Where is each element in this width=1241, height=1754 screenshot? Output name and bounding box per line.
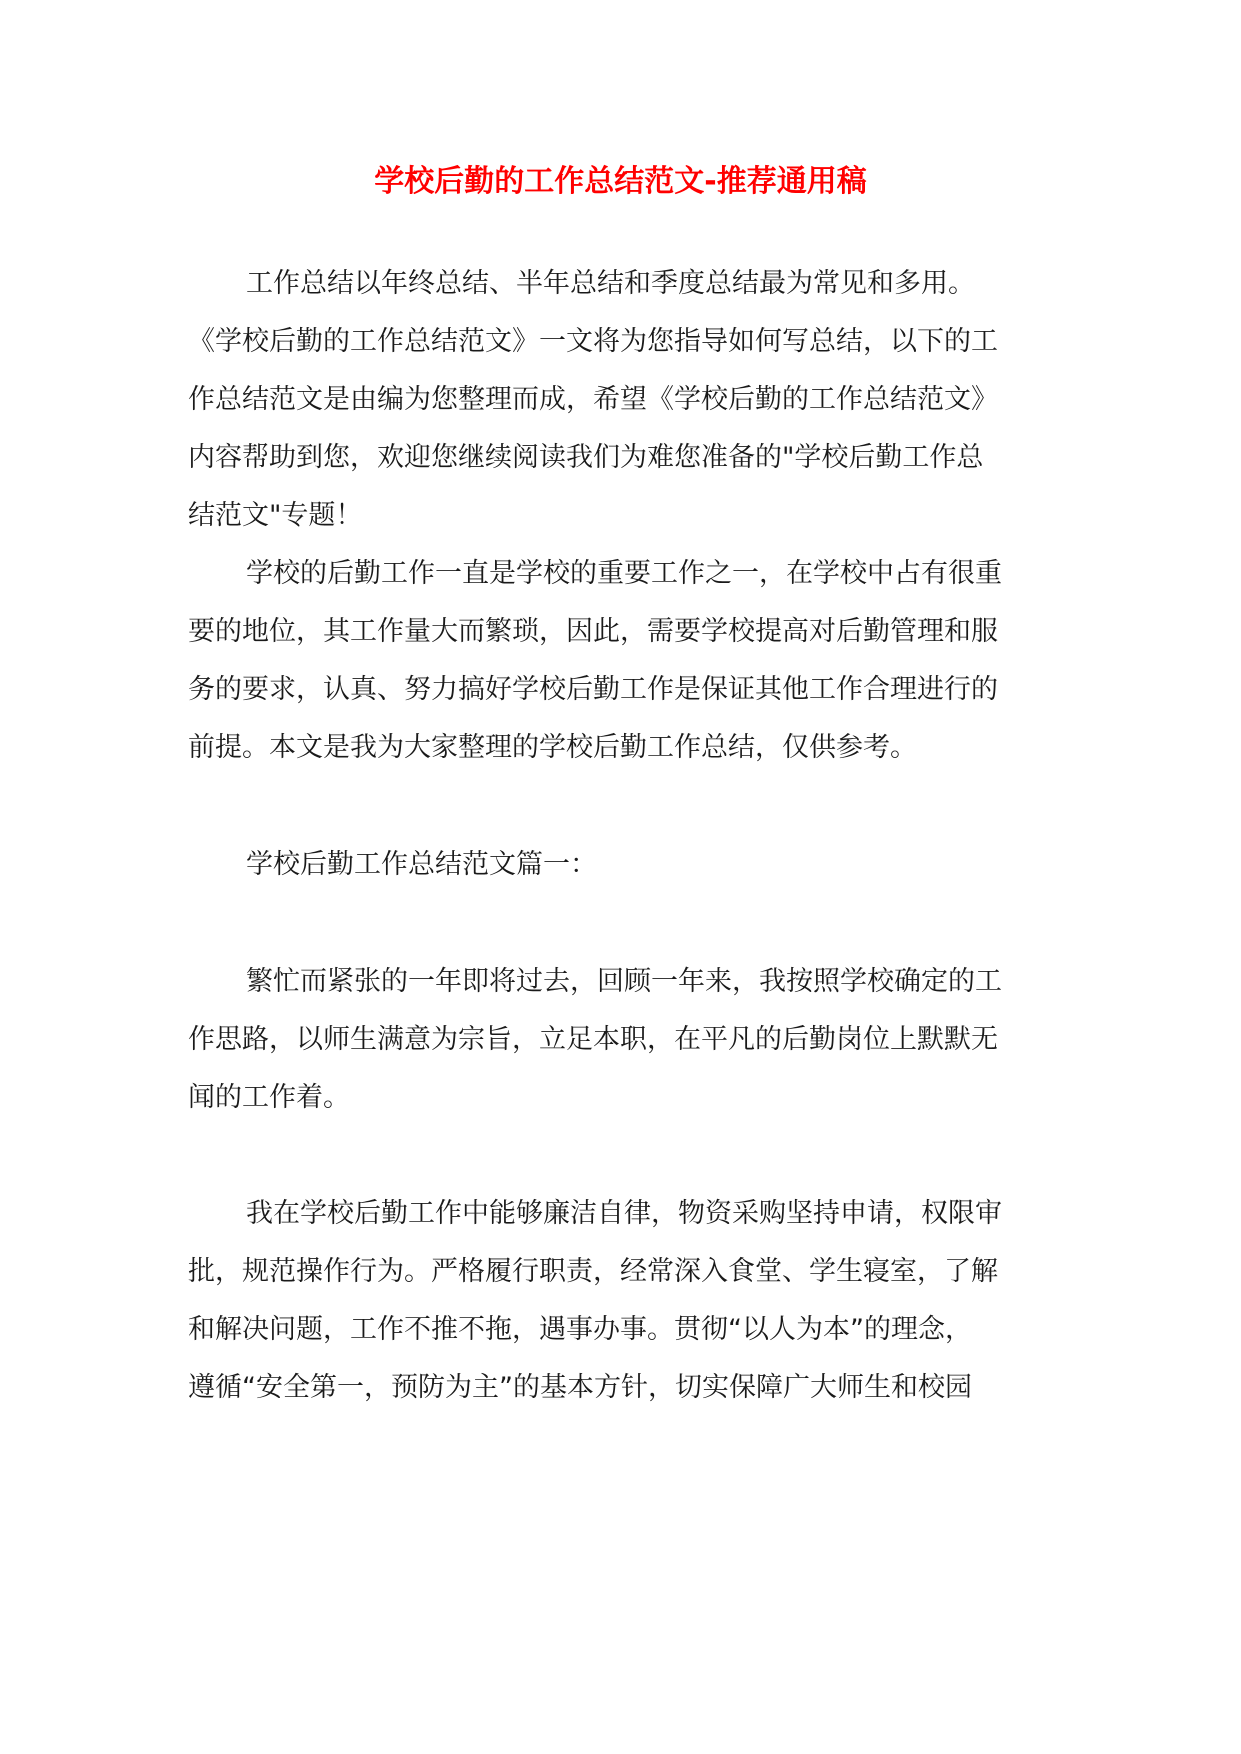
paragraph-2-line-2: 要的地位，其工作量大而繁琐，因此，需要学校提高对后勤管理和服 bbox=[188, 616, 998, 647]
paragraph-4-line-2: 批，规范操作行为。严格履行职责，经常深入食堂、学生寝室，了解 bbox=[188, 1256, 998, 1287]
paragraph-2-line-4: 前提。本文是我为大家整理的学校后勤工作总结，仅供参考。 bbox=[188, 732, 917, 763]
paragraph-1-line-1: 工作总结以年终总结、半年总结和季度总结最为常见和多用。 bbox=[246, 268, 975, 299]
paragraph-1-line-4: 内容帮助到您，欢迎您继续阅读我们为难您准备的"学校后勤工作总 bbox=[188, 442, 984, 473]
paragraph-4-line-1: 我在学校后勤工作中能够廉洁自律，物资采购坚持申请，权限审 bbox=[246, 1198, 1002, 1229]
section-heading: 学校后勤工作总结范文篇一： bbox=[246, 849, 597, 880]
paragraph-1-line-2: 《学校后勤的工作总结范文》一文将为您指导如何写总结，以下的工 bbox=[188, 326, 998, 357]
paragraph-3-line-1: 繁忙而紧张的一年即将过去，回顾一年来，我按照学校确定的工 bbox=[246, 966, 1002, 997]
paragraph-1-line-3: 作总结范文是由编为您整理而成，希望《学校后勤的工作总结范文》 bbox=[188, 384, 998, 415]
paragraph-3-line-2: 作思路，以师生满意为宗旨，立足本职，在平凡的后勤岗位上默默无 bbox=[188, 1024, 998, 1055]
paragraph-1-line-5: 结范文"专题！ bbox=[188, 500, 363, 531]
paragraph-2-line-3: 务的要求，认真、努力搞好学校后勤工作是保证其他工作合理进行的 bbox=[188, 674, 998, 705]
paragraph-4-line-3: 和解决问题，工作不推不拖，遇事办事。贯彻“以人为本”的理念， bbox=[188, 1314, 972, 1345]
document-title: 学校后勤的工作总结范文-推荐通用稿 bbox=[374, 164, 867, 199]
paragraph-2-line-1: 学校的后勤工作一直是学校的重要工作之一，在学校中占有很重 bbox=[246, 558, 1002, 589]
paragraph-4-line-4: 遵循“安全第一，预防为主”的基本方针，切实保障广大师生和校园 bbox=[188, 1372, 972, 1403]
paragraph-3-line-3: 闻的工作着。 bbox=[188, 1082, 350, 1113]
